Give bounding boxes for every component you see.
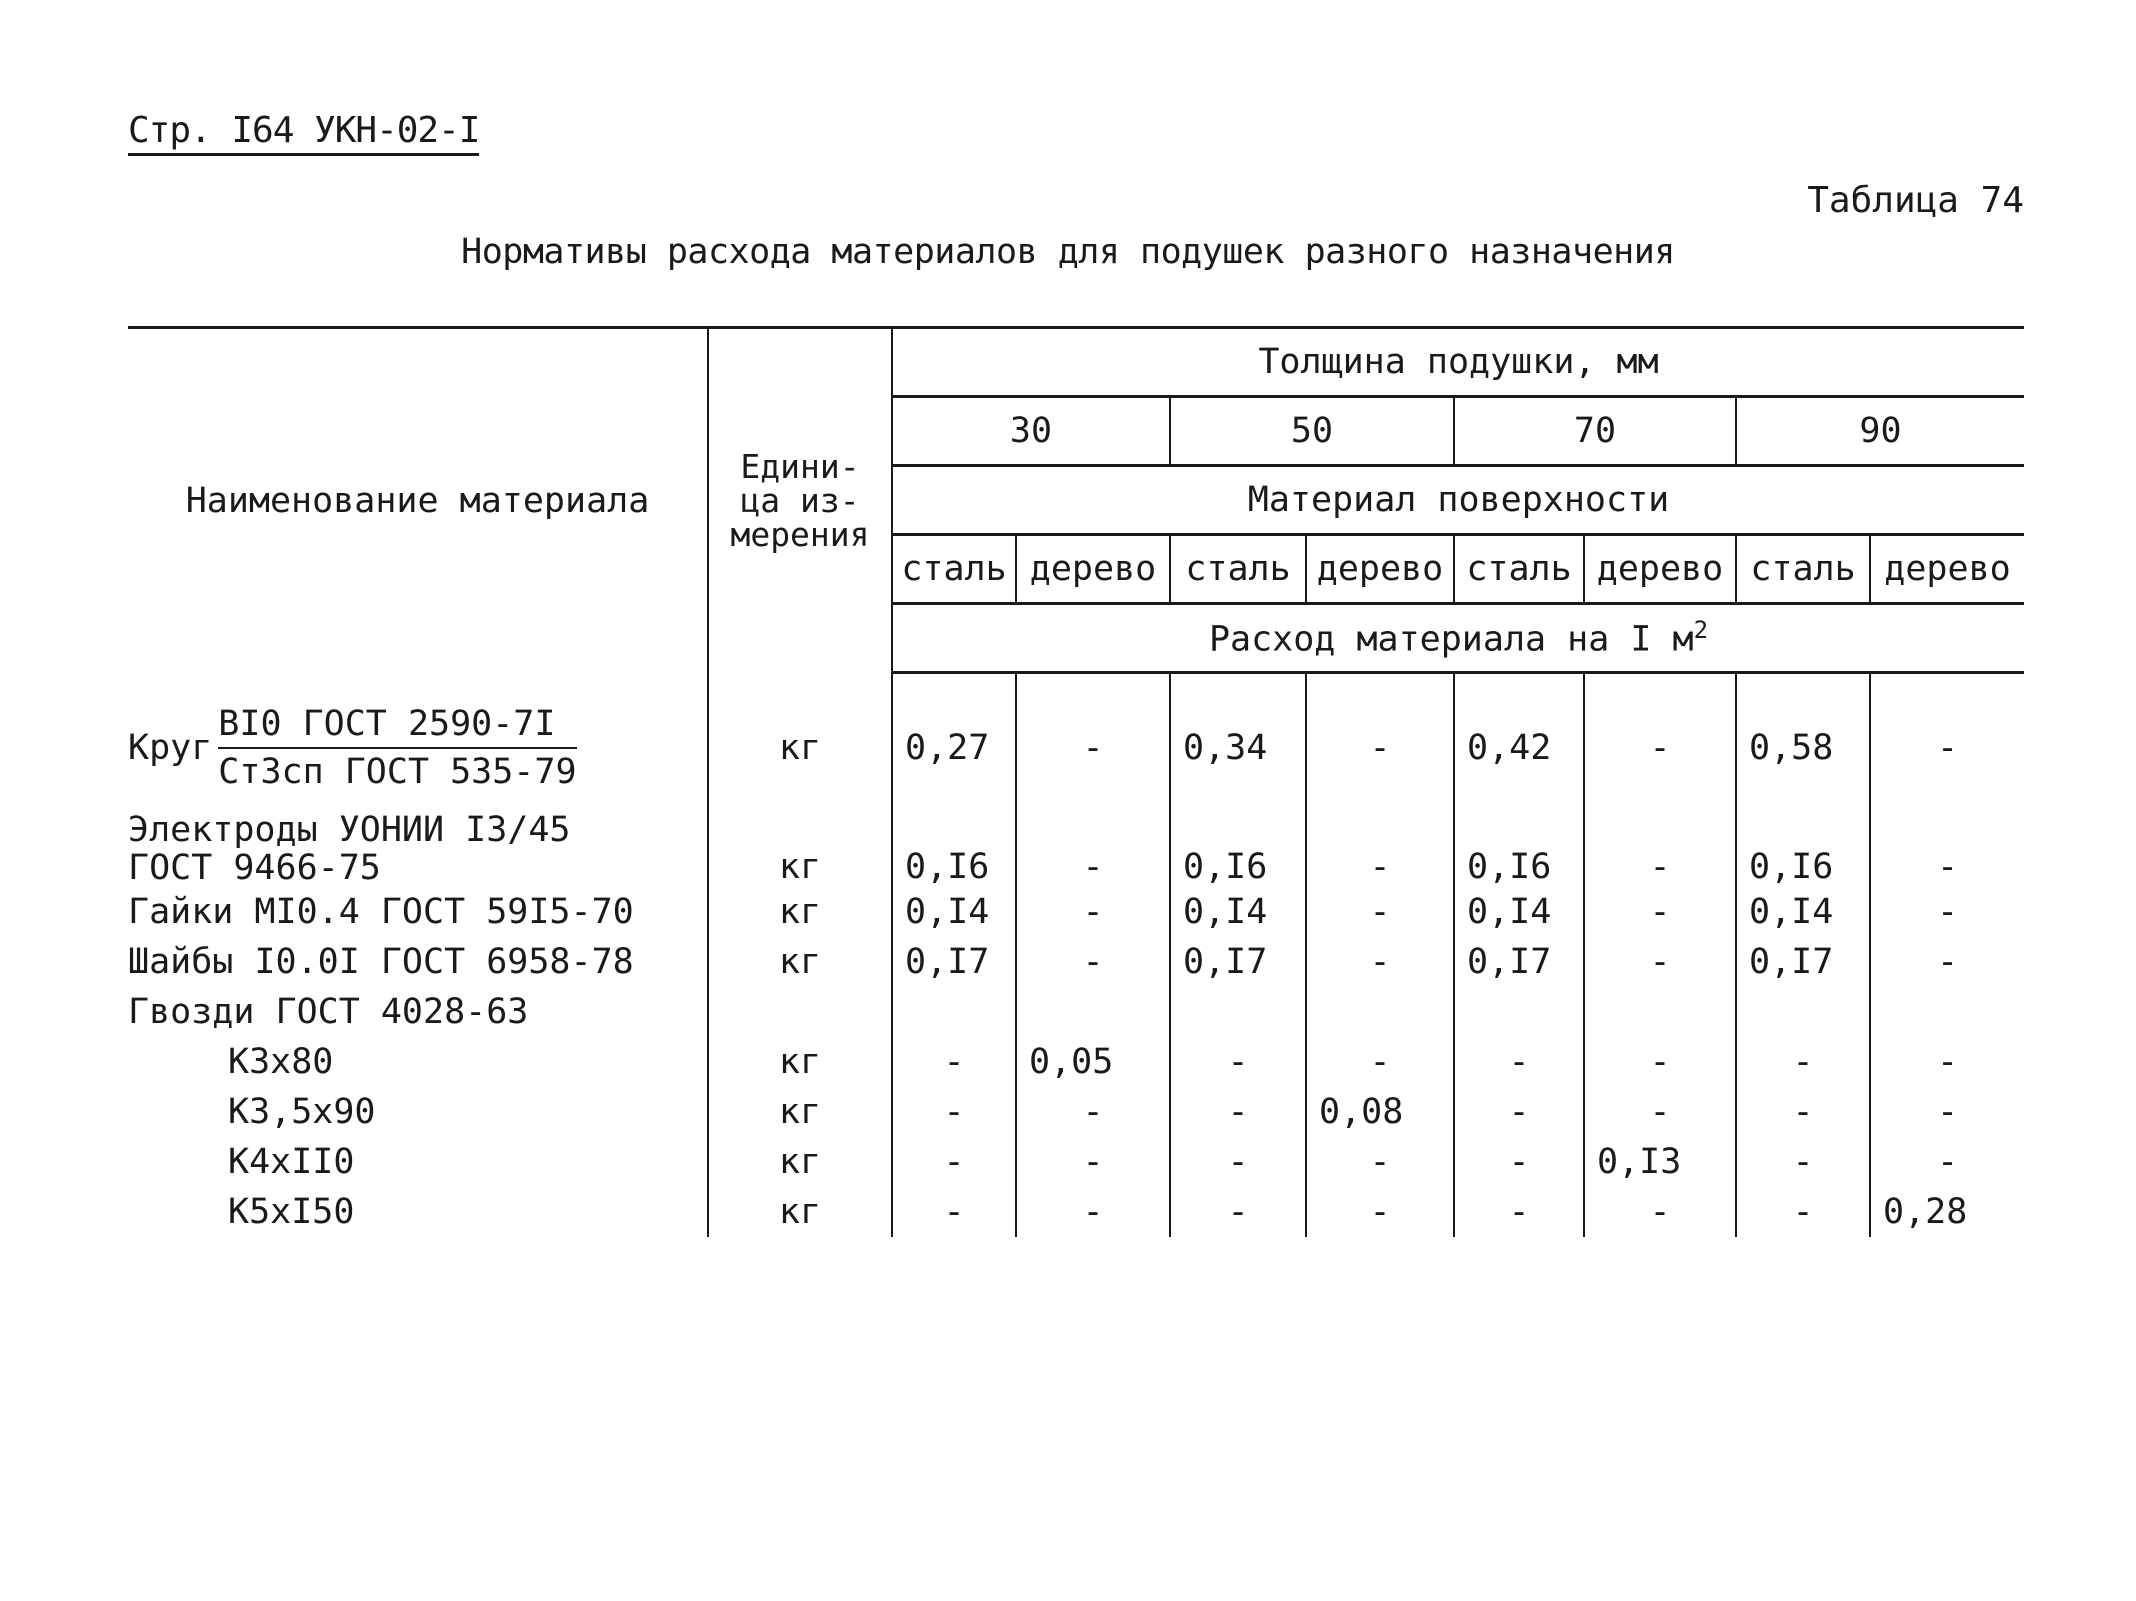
value-cell [1736,987,1870,1037]
unit-cell: кг [708,1037,892,1087]
value-cell: - [1584,937,1736,987]
value-cell: - [1306,1037,1454,1087]
unit-cell: кг [708,1187,892,1237]
value-cell: - [1736,1137,1870,1187]
value-cell: - [1454,1037,1584,1087]
value-cell: - [1584,1087,1736,1137]
material-name: Шайбы I0.0I ГОСТ 6958-78 [128,941,634,982]
table-row [128,1187,2024,1237]
material-name: К3х80 [228,1041,334,1082]
value-cell: 0,28 [1870,1187,2024,1237]
table-row [128,1137,2024,1187]
value-cell: 0,I7 [1170,937,1306,987]
value-cell: 0,05 [1016,1037,1170,1087]
value-cell: 0,I7 [1736,937,1870,987]
value-cell: - [1454,1087,1584,1137]
unit-cell [708,987,892,1037]
value-cell: - [1736,1187,1870,1237]
column-header-name: Наименование материала [128,328,708,673]
table-row [128,1037,2024,1087]
value-cell [1170,987,1306,1037]
value-cell: - [1306,887,1454,937]
material-name: К3,5х90 [228,1091,376,1132]
unit-cell: кг [708,1087,892,1137]
table-row [128,673,2024,803]
value-cell: - [892,1037,1016,1087]
value-cell: 0,I7 [1454,937,1584,987]
table-row [128,987,2024,1037]
value-cell: - [1736,1037,1870,1087]
thickness-70: 70 [1454,397,1736,466]
unit-cell: кг [708,673,892,803]
value-cell: - [1584,887,1736,937]
thickness-header: Толщина подушки, мм [892,328,2024,397]
value-cell [1584,987,1736,1037]
value-cell: 0,42 [1454,673,1584,803]
norms-table [128,326,2024,1237]
table-title: Нормативы расхода материалов для подушек разного назначения [461,232,1675,272]
value-cell: 0,I4 [892,887,1016,937]
value-cell: 0,I3 [1584,1137,1736,1187]
value-cell: - [1306,673,1454,803]
value-cell: - [1454,1137,1584,1187]
thickness-90: 90 [1736,397,2024,466]
value-cell: - [1584,1037,1736,1087]
consumption-label: Расход материала на I м [1208,619,1694,660]
table-header [128,328,2024,673]
surface-wood-70: дерево [1584,535,1736,604]
unit-header-line2: ца из- [740,480,860,520]
value-cell: - [892,1187,1016,1237]
thickness-30: 30 [892,397,1170,466]
value-cell: - [1870,937,2024,987]
unit-cell: кг [708,803,892,887]
value-cell: - [1306,937,1454,987]
material-name-cell [128,673,708,803]
value-cell: - [1584,673,1736,803]
value-cell: 0,I6 [1170,803,1306,887]
value-cell: - [892,1087,1016,1137]
fraction-denominator: Ст3сп ГОСТ 535-79 [218,751,577,792]
material-name-cell [128,803,708,887]
value-cell: - [1016,937,1170,987]
surface-steel-90: сталь [1736,535,1870,604]
value-cell: 0,I4 [1454,887,1584,937]
value-cell: - [1016,803,1170,887]
column-header-unit [708,328,892,673]
value-cell: - [1016,887,1170,937]
unit-cell: кг [708,937,892,987]
value-cell [1454,987,1584,1037]
value-cell: - [1870,673,2024,803]
consumption-header [892,604,2024,673]
material-name: Гайки MI0.4 ГОСТ 59I5-70 [128,891,634,932]
value-cell: - [1870,803,2024,887]
value-cell [1306,987,1454,1037]
surface-wood-30: дерево [1016,535,1170,604]
value-cell: 0,27 [892,673,1016,803]
page-reference: Стр. I64 УКН-02-I [128,110,479,156]
table-row [128,887,2024,937]
thickness-50: 50 [1170,397,1454,466]
value-cell: - [1870,1087,2024,1137]
value-cell: - [1016,673,1170,803]
value-cell: 0,I4 [1170,887,1306,937]
value-cell: - [1170,1187,1306,1237]
value-cell: - [1584,803,1736,887]
material-name: К4хII0 [228,1141,355,1182]
value-cell: - [1454,1187,1584,1237]
value-cell: - [1170,1087,1306,1137]
value-cell: - [1016,1087,1170,1137]
value-cell: - [1584,1187,1736,1237]
material-name: К5хI50 [228,1191,355,1232]
surface-wood-50: дерево [1306,535,1454,604]
surface-steel-50: сталь [1170,535,1306,604]
unit-cell: кг [708,1137,892,1187]
norms-table-container [128,326,2024,1237]
table-number: Таблица 74 [1807,180,2024,221]
value-cell: 0,I6 [892,803,1016,887]
unit-cell: кг [708,887,892,937]
surface-wood-90: дерево [1870,535,2024,604]
value-cell: - [1016,1187,1170,1237]
material-name-line2: ГОСТ 9466-75 [128,847,381,888]
value-cell [1870,987,2024,1037]
material-group-name: Гвозди ГОСТ 4028-63 [128,991,529,1032]
value-cell: - [1306,1137,1454,1187]
value-cell: - [1306,1187,1454,1237]
value-cell: - [1870,1037,2024,1087]
surface-steel-70: сталь [1454,535,1584,604]
material-name-line1: Электроды УОНИИ I3/45 [128,809,571,850]
value-cell: - [1170,1037,1306,1087]
table-body [128,673,2024,1237]
fraction-numerator: BI0 ГОСТ 2590-7I [218,701,576,749]
value-cell: - [1736,1087,1870,1137]
material-name: Круг [128,727,213,768]
value-cell: 0,I6 [1454,803,1584,887]
value-cell: 0,58 [1736,673,1870,803]
value-cell: 0,34 [1170,673,1306,803]
table-row [128,937,2024,987]
value-cell: 0,I6 [1736,803,1870,887]
table-row [128,803,2024,887]
surface-material-header: Материал поверхности [892,466,2024,535]
value-cell: - [1170,1137,1306,1187]
value-cell: 0,I4 [1736,887,1870,937]
value-cell: 0,I7 [892,937,1016,987]
table-row [128,1087,2024,1137]
material-spec-fraction [218,701,576,795]
value-cell [892,987,1016,1037]
value-cell: - [1306,803,1454,887]
value-cell: - [892,1137,1016,1187]
value-cell: - [1016,1137,1170,1187]
unit-header-line3: мерения [730,514,870,554]
value-cell: - [1870,887,2024,937]
value-cell: 0,08 [1306,1087,1454,1137]
surface-steel-30: сталь [892,535,1016,604]
unit-header-line1: Едини- [740,446,860,486]
value-cell: - [1870,1137,2024,1187]
consumption-superscript: 2 [1693,616,1709,645]
value-cell [1016,987,1170,1037]
